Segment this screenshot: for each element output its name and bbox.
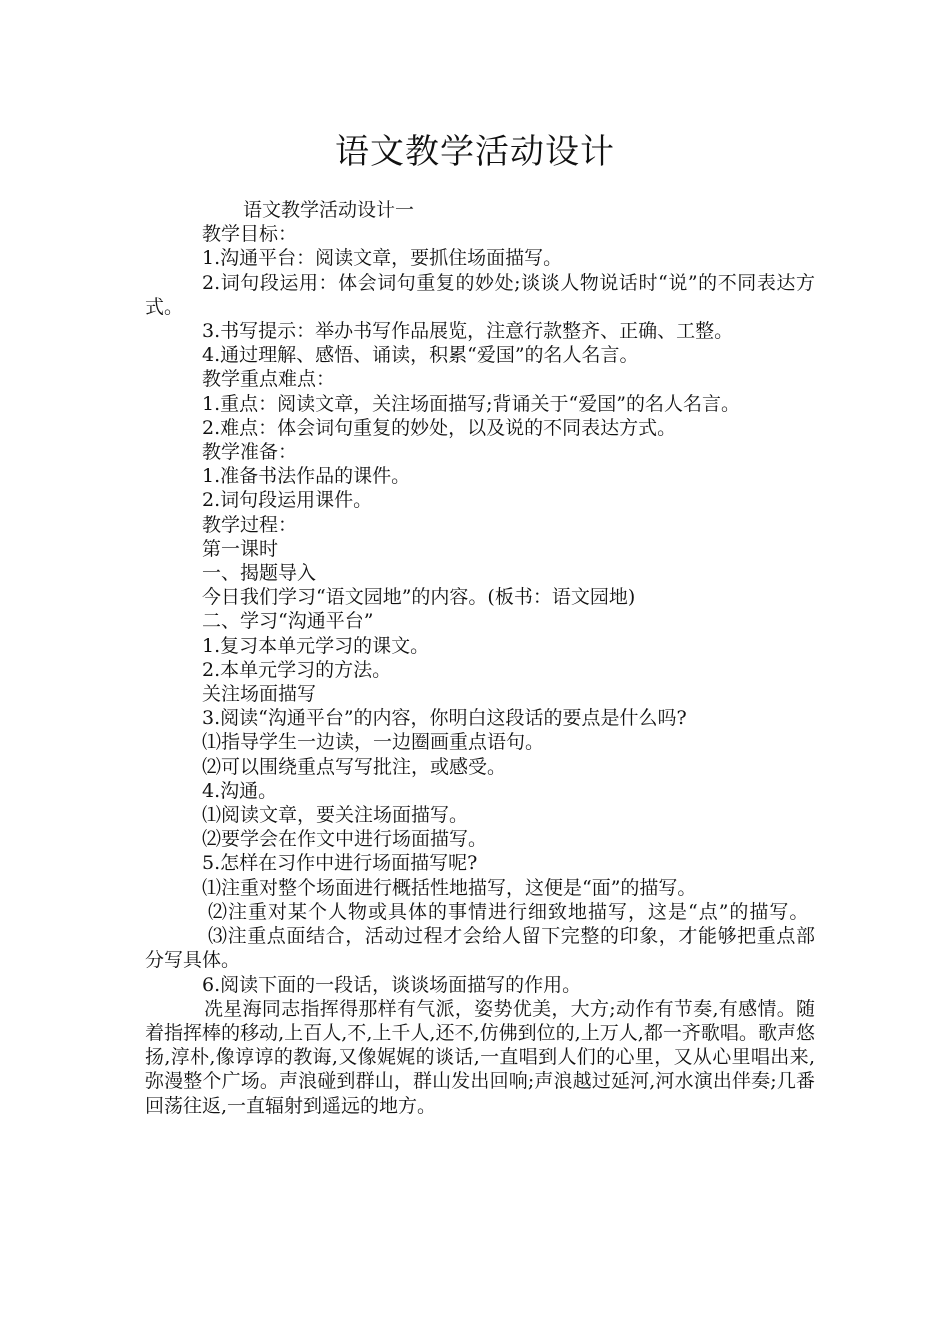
paragraph: 1.准备书法作品的课件。 — [202, 465, 411, 488]
paragraph: 6.阅读下面的一段话，谈谈场面描写的作用。 — [202, 973, 582, 996]
paragraph: ⑴指导学生一边读，一边圈画重点语句。 — [202, 731, 545, 754]
paragraph: 1.复习本单元学习的课文。 — [202, 634, 430, 657]
paragraph: 4.通过理解、感悟、诵读，积累“爱国”的名人名言。 — [202, 344, 639, 367]
paragraph: 二、学习“沟通平台” — [202, 610, 374, 633]
paragraph: 第一课时 — [202, 537, 279, 560]
paragraph: ⑵可以围绕重点写写批注，或感受。 — [202, 755, 507, 778]
paragraph: 2.词句段运用课件。 — [202, 489, 373, 512]
paragraph: 2.词句段运用：体会词句重复的妙处;谈谈人物说话时“说”的不同表达方式。 — [145, 271, 815, 318]
paragraph: 2.难点：体会词句重复的妙处，以及说的不同表达方式。 — [202, 416, 677, 439]
document-body — [145, 198, 815, 1118]
heading-teaching-goals: 教学目标： — [202, 223, 298, 246]
paragraph: 4.沟通。 — [202, 779, 278, 802]
document-title: 语文教学活动设计 — [335, 132, 615, 172]
paragraph: 5.怎样在习作中进行场面描写呢? — [202, 852, 478, 875]
heading-process: 教学过程： — [202, 513, 298, 536]
section-heading: 语文教学活动设计一 — [243, 199, 415, 221]
paragraph: 今日我们学习“语文园地”的内容。(板书：语文园地) — [202, 586, 636, 609]
paragraph: 1.沟通平台：阅读文章，要抓住场面描写。 — [202, 247, 563, 270]
paragraph: 关注场面描写 — [202, 683, 317, 706]
heading-key-points: 教学重点难点： — [202, 368, 336, 391]
paragraph: 2.本单元学习的方法。 — [202, 658, 392, 681]
paragraph: ⑵要学会在作文中进行场面描写。 — [202, 828, 488, 851]
heading-preparation: 教学准备： — [202, 441, 298, 464]
paragraph: 3.书写提示：举办书写作品展览，注意行款整齐、正确、工整。 — [202, 320, 734, 343]
paragraph: ⑵注重对某个人物或具体的事情进行细致地描写，这是“点”的描写。 — [208, 900, 810, 923]
paragraph: ⑶注重点面结合，活动过程才会给人留下完整的印象，才能够把重点部分写具体。 — [145, 925, 815, 972]
paragraph: 1.重点：阅读文章，关注场面描写;背诵关于“爱国”的名人名言。 — [202, 392, 740, 415]
paragraph: ⑴注重对整个场面进行概括性地描写，这便是“面”的描写。 — [202, 876, 697, 899]
paragraph: 一、揭题导入 — [202, 562, 317, 585]
paragraph: ⑴阅读文章，要关注场面描写。 — [202, 804, 469, 827]
paragraph: 冼星海同志指挥得那样有气派，姿势优美，大方;动作有节奏,有感情。随着指挥棒的移动,上百人,不,上千人,还不,仿佛到位的,上万人,都一齐歌唱。歌声悠扬,淳朴,像谆谆的教诲,又像娓娓的谈话,一直唱到人们的心里，又从心里唱出来,弥漫整个广场。声浪碰到群山，群山发出回响;声浪越过延河,河水演出伴奏;几番回荡往返,一直辐射到遥远的地方。 — [145, 997, 815, 1117]
paragraph: 3.阅读“沟通平台”的内容，你明白这段话的要点是什么吗? — [202, 707, 687, 730]
